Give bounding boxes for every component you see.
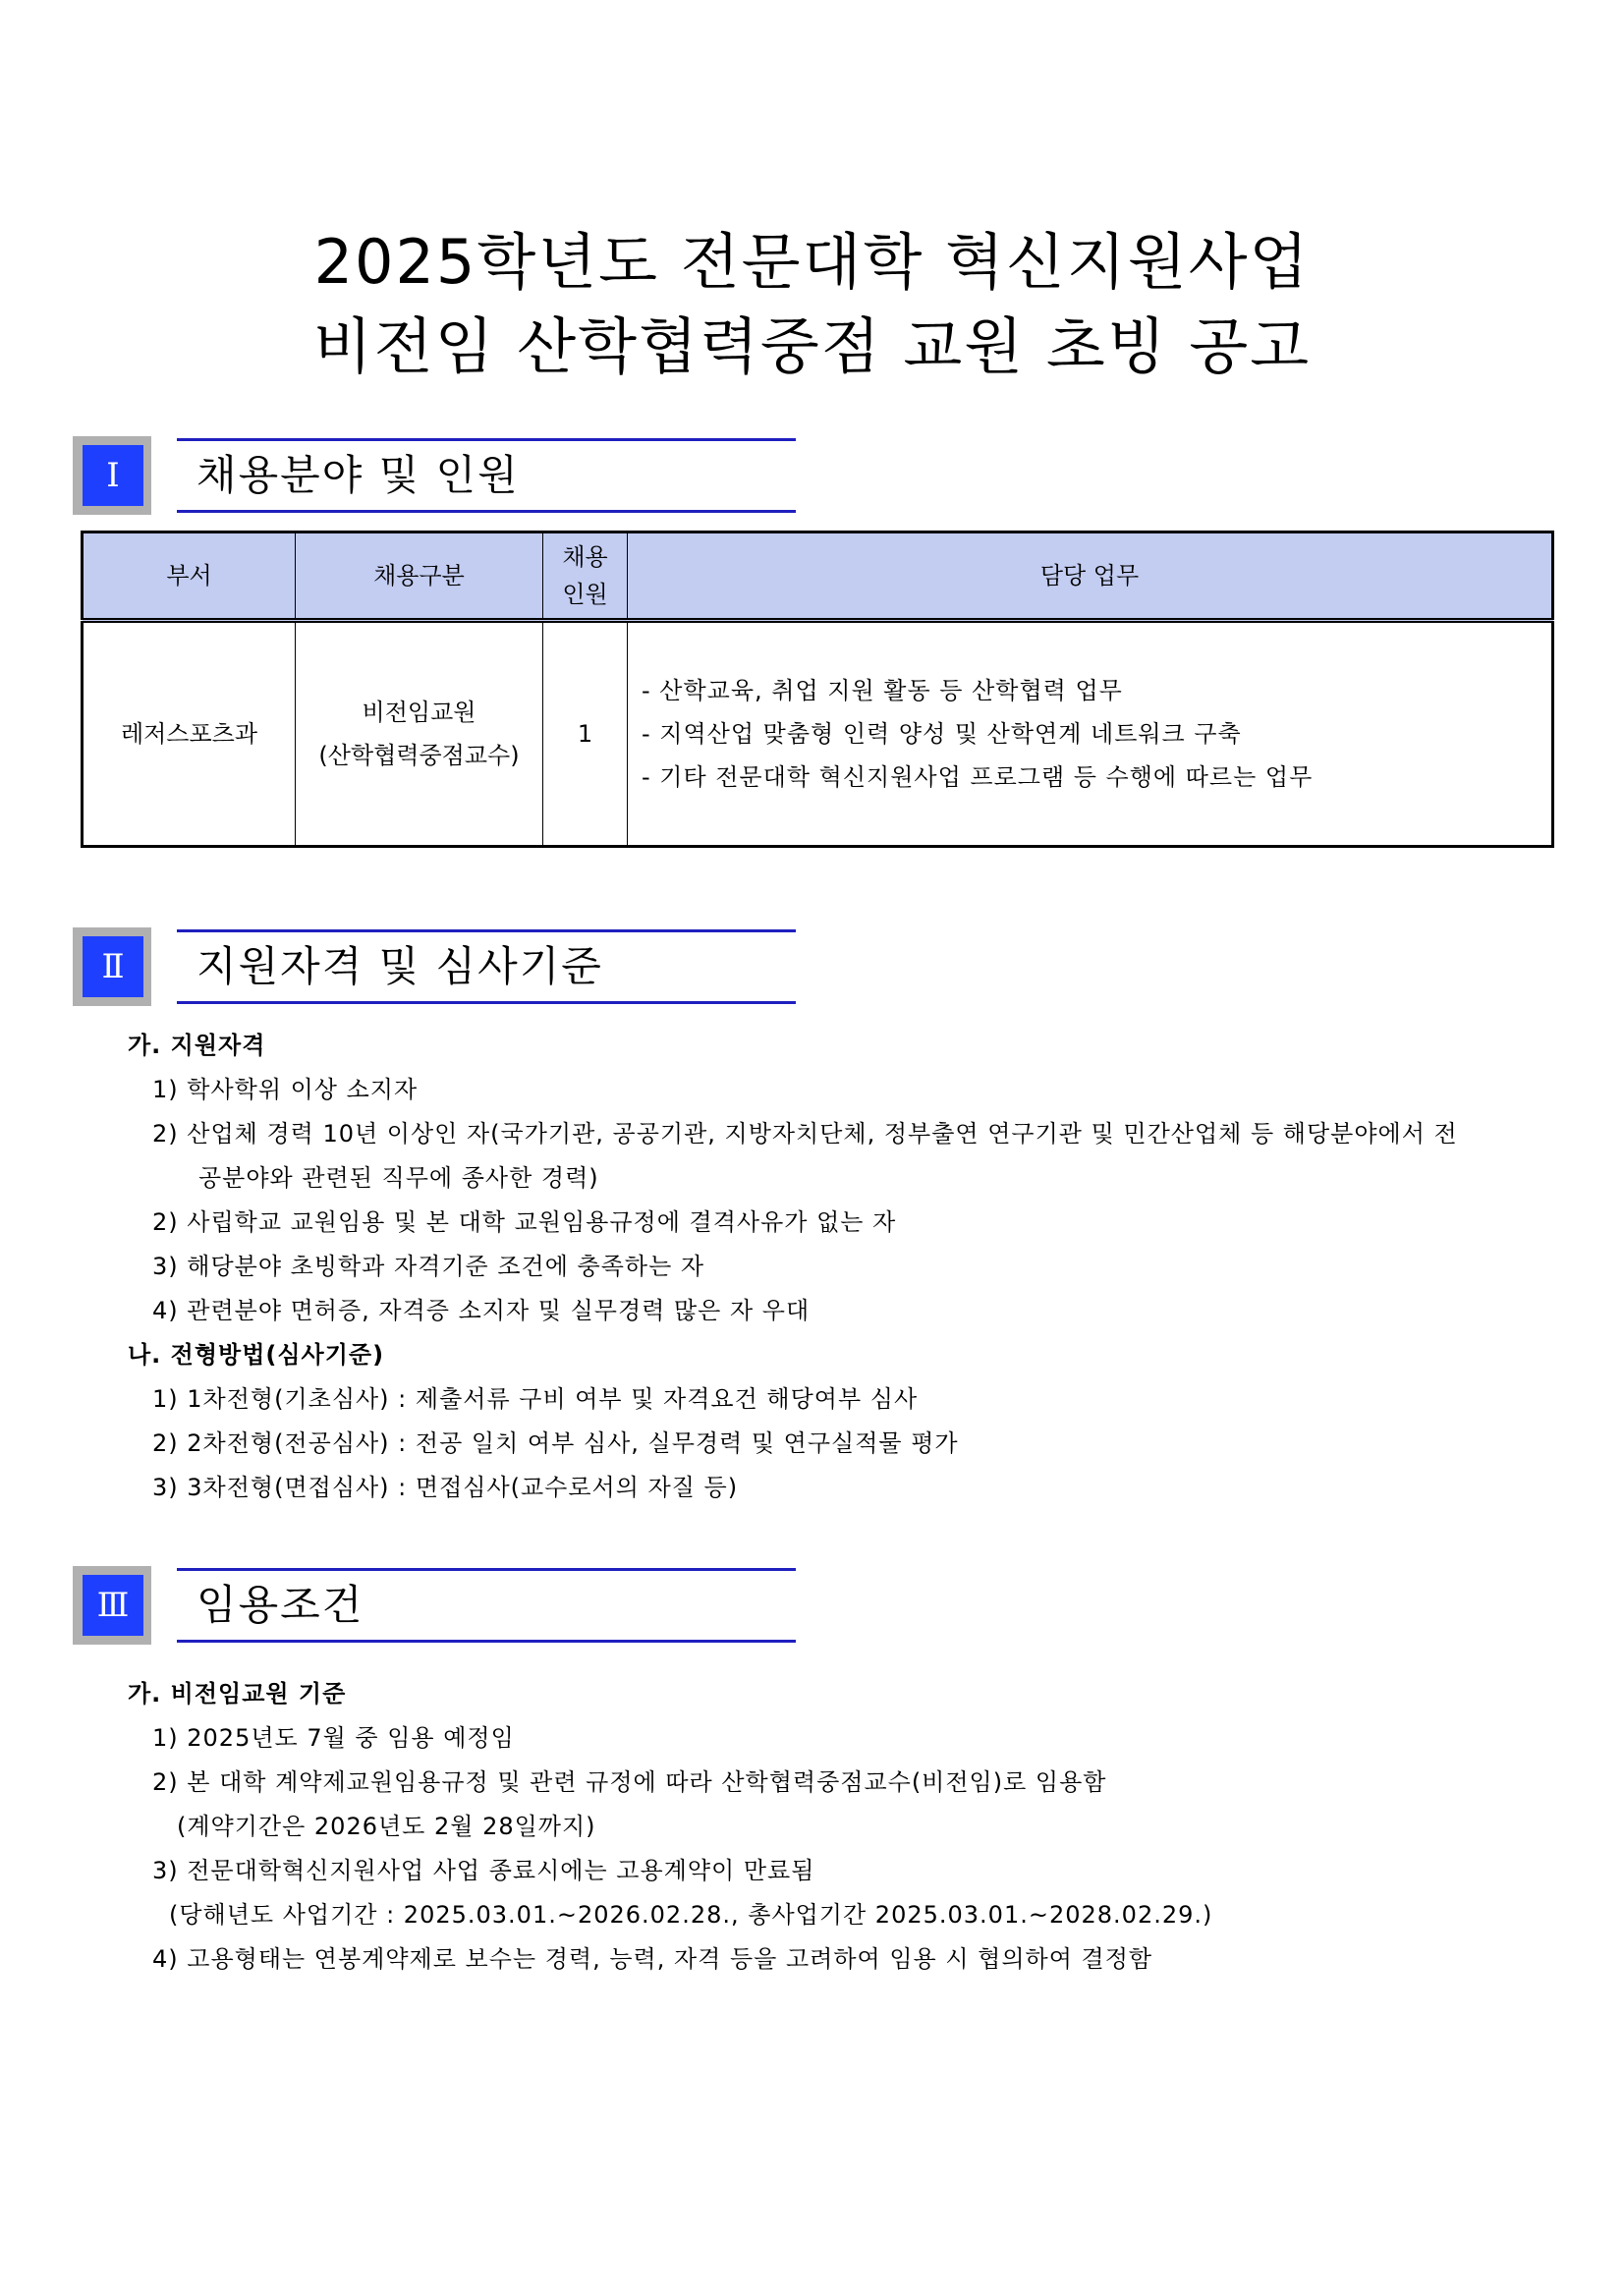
screening-stage: 3) 3차전형(면접심사) : 면접심사(교수로서의 자질 등) [152,1474,739,1501]
subheading-screening: 나. 전형방법(심사기준) [128,1341,385,1369]
screening-stage: 1) 1차전형(기초심사) : 제출서류 구비 여부 및 자격요건 해당여부 심사 [152,1385,919,1413]
section-2-numeral: Ⅱ [83,936,143,997]
qualification-item: 2) 사립학교 교원임용 및 본 대학 교원임용규정에 결격사유가 없는 자 [152,1208,897,1236]
section-1-badge [73,436,151,515]
duty-item: - 기타 전문대학 혁신지원사업 프로그램 등 수행에 따르는 업무 [642,763,1314,791]
cell-type [296,621,543,847]
recruitment-table [81,531,1554,848]
qualification-item: 4) 관련분야 면허증, 자격증 소지자 및 실무경력 많은 자 우대 [152,1297,811,1324]
page-title-line-1: 2025학년도 전문대학 혁신지원사업 [313,226,1311,298]
cell-dept: 레저스포츠과 [83,621,296,847]
qualification-item: 3) 해당분야 초빙학과 자격기준 조건에 충족하는 자 [152,1253,705,1280]
employment-item-continuation: (계약기간은 2026년도 2월 28일까지) [177,1813,596,1840]
section-2-badge [73,927,151,1006]
cell-duties [628,621,1553,847]
employment-item: 2) 본 대학 계약제교원임용규정 및 관련 규정에 따라 산학협력중점교수(비전임)로 임용함 [152,1768,1107,1796]
section-3-header [177,1568,796,1643]
section-1-header [177,438,796,513]
section-1-numeral: Ⅰ [83,445,143,506]
qualification-item: 2) 산업체 경력 10년 이상인 자(국가기관, 공공기관, 지방자치단체, 정부출연 연구기관 및 민간산업체 등 해당분야에서 전 [152,1120,1458,1148]
header-type: 채용구분 [296,532,543,621]
section-3-title: 임용조건 [196,1581,364,1629]
page-title-line-2: 비전임 산학협력중점 교원 초빙 공고 [312,310,1312,382]
cell-count: 1 [543,621,628,847]
subheading-employment: 가. 비전임교원 기준 [128,1680,347,1708]
cell-type-line-1: 비전임교원 [362,699,476,726]
header-count-line-1: 채용 [562,543,608,571]
header-count [543,532,628,621]
subheading-qualifications: 가. 지원자격 [128,1032,266,1059]
duty-item: - 지역산업 맞춤형 인력 양성 및 산학연계 네트워크 구축 [642,720,1242,748]
section-2-body [128,1024,1458,1510]
section-2-title: 지원자격 및 심사기준 [196,942,603,990]
table-header-row [83,532,1553,621]
employment-item-continuation: (당해년도 사업기간 : 2025.03.01.~2026.02.28., 총사업기간 2025.03.01.~2028.02.29.) [169,1901,1213,1929]
section-3-badge [73,1566,151,1645]
header-duties: 담당 업무 [628,532,1553,621]
qualification-item: 1) 학사학위 이상 소지자 [152,1076,419,1103]
header-dept: 부서 [83,532,296,621]
employment-item: 3) 전문대학혁신지원사업 사업 종료시에는 고용계약이 만료됨 [152,1857,815,1884]
cell-type-line-2: (산학협력중점교수) [318,742,520,769]
employment-item: 1) 2025년도 7월 중 임용 예정임 [152,1724,515,1752]
qualification-item-continuation: 공분야와 관련된 직무에 종사한 경력) [198,1164,599,1192]
header-count-line-2: 인원 [562,581,608,608]
screening-stage: 2) 2차전형(전공심사) : 전공 일치 여부 심사, 실무경력 및 연구실적물 평가 [152,1429,959,1457]
section-1-title: 채용분야 및 인원 [196,451,520,499]
duty-item: - 산학교육, 취업 지원 활동 등 산학협력 업무 [642,677,1123,704]
section-3-body [128,1672,1212,1982]
section-3-numeral: Ⅲ [83,1575,143,1636]
section-2-header [177,929,796,1004]
employment-item: 4) 고용형태는 연봉계약제로 보수는 경력, 능력, 자격 등을 고려하여 임용 시 협의하여 결정함 [152,1945,1153,1973]
table-row [83,621,1553,847]
